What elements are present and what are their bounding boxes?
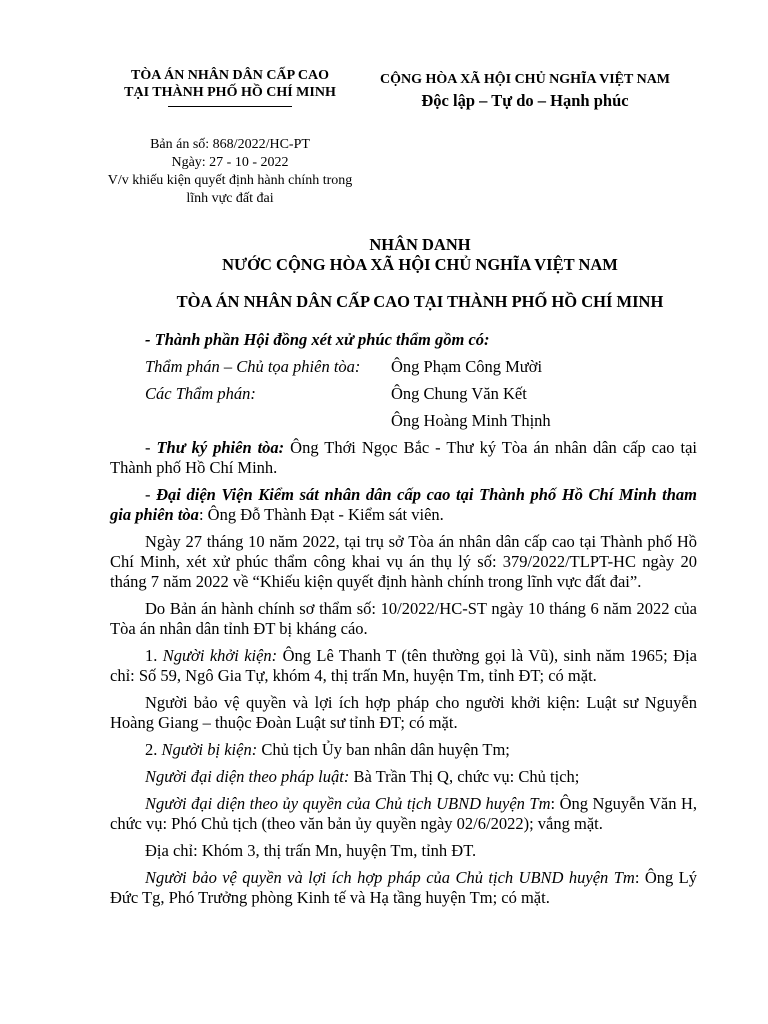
appeal-paragraph: Do Bản án hành chính sơ thẩm số: 10/2022/HC-ST ngày 10 tháng 6 năm 2022 của Tòa án nhân dân tỉnh ĐT bị kháng cáo. xyxy=(110,599,697,638)
plaintiff-counsel-paragraph: Người bảo vệ quyền và lợi ích hợp pháp cho người khởi kiện: Luật sư Nguyễn Hoàng Giang – thuộc Đoàn Luật sư tỉnh ĐT; có mặt. xyxy=(110,693,697,732)
legal-representative-paragraph xyxy=(110,767,697,787)
defendant-text: Chủ tịch Ủy ban nhân dân huyện Tm; xyxy=(257,740,510,759)
presiding-judge-name: Ông Phạm Công Mười xyxy=(391,357,543,376)
judgment-body xyxy=(110,330,697,908)
national-header xyxy=(380,71,670,111)
court-full-title: TÒA ÁN NHÂN DÂN CẤP CAO TẠI THÀNH PHỐ HỒ CHÍ MINH xyxy=(176,292,664,311)
country-name: CỘNG HÒA XÃ HỘI CHỦ NGHĨA VIỆT NAM xyxy=(380,72,671,87)
national-motto: Độc lập – Tự do – Hạnh phúc xyxy=(421,91,629,110)
plaintiff-prefix: 1. xyxy=(145,646,163,665)
clerk-paragraph: - Thư ký phiên tòa: Ông Thới Ngọc Bắc - Thư ký Tòa án nhân dân cấp cao tại Thành phố Hồ Chí Minh. xyxy=(110,438,697,477)
court-header-underline xyxy=(168,106,292,107)
plaintiff-text: Ông Lê Thanh T (tên thường gọi là Vũ), sinh năm 1965; Địa chỉ: Số 59, Ngô Gia Tự, khóm 4, thị trấn Mn, huyện Tm, tỉnh ĐT; có mặt. xyxy=(110,646,697,685)
defendant-prefix: 2. xyxy=(145,740,162,759)
court-header xyxy=(100,67,360,101)
court-name-line1: TÒA ÁN NHÂN DÂN CẤP CAO xyxy=(131,68,329,83)
presiding-judge-label: Thẩm phán – Chủ tọa phiên tòa: xyxy=(145,357,361,376)
case-subject: V/v khiếu kiện quyết định hành chính trong lĩnh vực đất đai xyxy=(107,173,353,206)
case-date: Ngày: 27 - 10 - 2022 xyxy=(171,155,289,170)
plaintiff-label: Người khởi kiện: xyxy=(162,646,278,665)
procuracy-label: Đại diện Viện Kiểm sát nhân dân cấp cao tại Thành phố Hồ Chí Minh tham gia phiên tòa xyxy=(110,485,697,524)
authorized-representative-paragraph xyxy=(110,794,697,834)
address-paragraph: Địa chỉ: Khóm 3, thị trấn Mn, huyện Tm, tỉnh ĐT. xyxy=(145,841,477,860)
presiding-judge-row xyxy=(110,357,697,377)
in-the-name-line1: NHÂN DANH xyxy=(369,235,471,254)
authorized-representative-label: Người đại diện theo ủy quyền của Chủ tịch UBND huyện Tm xyxy=(145,794,551,813)
case-number: Bản án số: 868/2022/HC-PT xyxy=(150,137,310,152)
authorized-representative-text: : Ông Nguyễn Văn H, chức vụ: Phó Chủ tịch (theo văn bản ủy quyền ngày 02/6/2022); vắng mặt. xyxy=(110,794,697,833)
in-the-name-title xyxy=(60,235,768,275)
procuracy-paragraph: - Đại diện Viện Kiểm sát nhân dân cấp cao tại Thành phố Hồ Chí Minh tham gia phiên tòa: Ông Đỗ Thành Đạt - Kiểm sát viên. xyxy=(110,485,697,524)
defendant-counsel-paragraph xyxy=(110,868,697,908)
defendant-label: Người bị kiện: xyxy=(161,740,258,759)
court-name-line2: TẠI THÀNH PHỐ HỒ CHÍ MINH xyxy=(124,85,336,100)
defendant-paragraph xyxy=(110,740,697,760)
defendant-counsel-label: Người bảo vệ quyền và lợi ích hợp pháp của Chủ tịch UBND huyện Tm xyxy=(145,868,635,887)
case-info xyxy=(100,136,360,208)
defendant-counsel-text: : Ông Lý Đức Tg, Phó Trưởng phòng Kinh tế và Hạ tầng huyện Tm; có mặt. xyxy=(110,868,697,907)
judges-row-2 xyxy=(110,411,697,431)
in-the-name-line2: NƯỚC CỘNG HÒA XÃ HỘI CHỦ NGHĨA VIỆT NAM xyxy=(222,255,618,274)
plaintiff-paragraph xyxy=(110,646,697,686)
clerk-text: Ông Thới Ngọc Bắc - Thư ký Tòa án nhân dân cấp cao tại Thành phố Hồ Chí Minh. xyxy=(110,438,697,477)
judge-name-2: Ông Hoàng Minh Thịnh xyxy=(391,411,551,430)
clerk-label: Thư ký phiên tòa: xyxy=(156,438,285,457)
judge-name-1: Ông Chung Văn Kết xyxy=(391,384,527,403)
panel-heading: - Thành phần Hội đồng xét xử phúc thẩm gồm có: xyxy=(145,330,490,349)
procuracy-text: : Ông Đỗ Thành Đạt - Kiểm sát viên. xyxy=(198,505,444,524)
judges-row xyxy=(110,384,697,404)
legal-representative-label: Người đại diện theo pháp luật: xyxy=(145,767,350,786)
legal-representative-text: Bà Trần Thị Q, chức vụ: Chủ tịch; xyxy=(349,767,580,786)
judges-label: Các Thẩm phán: xyxy=(145,384,256,403)
hearing-paragraph: Ngày 27 tháng 10 năm 2022, tại trụ sở Tòa án nhân dân cấp cao tại Thành phố Hồ Chí Minh, xét xử phúc thẩm công khai vụ án thụ lý số: 379/2022/TLPT-HC ngày 20 tháng 7 năm 2022 về “Khiếu kiện quyết định hành chính trong lĩnh vực đất đai”. xyxy=(110,532,697,591)
